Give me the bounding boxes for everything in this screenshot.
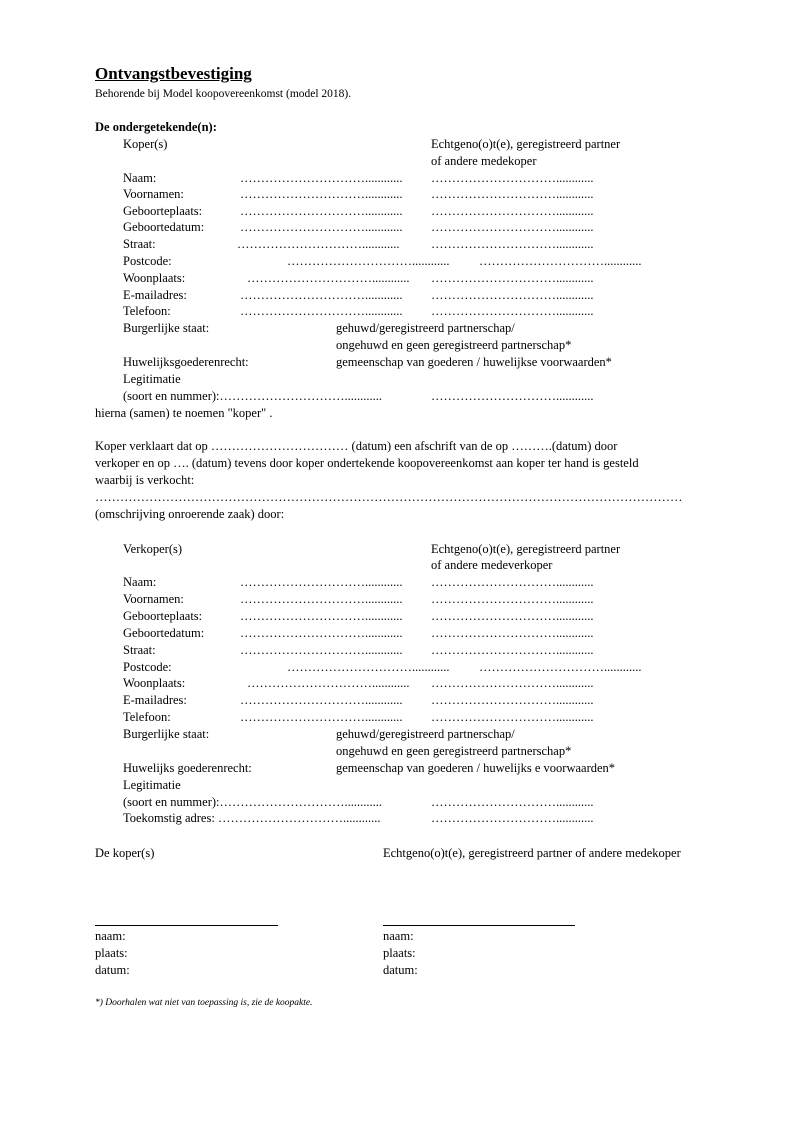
- page-title: Ontvangstbevestiging: [95, 64, 252, 83]
- buyer-closing-line: hierna (samen) te noemen "koper" .: [95, 406, 273, 420]
- seller-blank-geboorteplaats-2[interactable]: …………………………............: [431, 609, 594, 623]
- buyer-blank-telefoon-2[interactable]: …………………………............: [431, 304, 594, 318]
- seller-label-toekomstig-adres: Toekomstig adres: …………………………............: [123, 811, 381, 825]
- signature-left-header: De koper(s): [95, 846, 155, 860]
- undersigned-heading: De ondergetekende(n):: [95, 120, 217, 134]
- buyer-blank-naam-1[interactable]: …………………………............: [240, 171, 403, 185]
- statement-line1: Koper verklaart dat op …………………………… (datum) een afschrift van de op ……….(datum) door: [95, 439, 618, 453]
- buyer-col2-header-line2: of andere medekoper: [431, 154, 537, 168]
- buyer-label-legitimatie: Legitimatie: [123, 372, 181, 386]
- seller-blank-woonplaats-2[interactable]: …………………………............: [431, 676, 594, 690]
- seller-label-woonplaats: Woonplaats:: [123, 676, 186, 690]
- buyer-col1-header: Koper(s): [123, 137, 168, 151]
- buyer-blank-geboorteplaats-1[interactable]: …………………………............: [240, 204, 403, 218]
- signature-right-datum: datum:: [383, 963, 418, 977]
- page-subtitle: Behorende bij Model koopovereenkomst (model 2018).: [95, 88, 352, 100]
- buyer-blank-voornamen-2[interactable]: …………………………............: [431, 187, 594, 201]
- buyer-blank-geboorteplaats-2[interactable]: …………………………............: [431, 204, 594, 218]
- seller-blank-telefoon-2[interactable]: …………………………............: [431, 710, 594, 724]
- buyer-blank-email-2[interactable]: …………………………............: [431, 288, 594, 302]
- statement-dotted-line[interactable]: ……………………………………………………………………………………………………………………………: [95, 490, 683, 504]
- buyer-label-goederenrecht: Huwelijksgoederenrecht:: [123, 355, 249, 369]
- seller-blank-email-1[interactable]: …………………………............: [240, 693, 403, 707]
- buyer-burgerlijke-staat-opt2: ongehuwd en geen geregistreerd partnerschap*: [336, 338, 572, 352]
- signature-right-plaats: plaats:: [383, 946, 416, 960]
- signature-line-right[interactable]: [383, 925, 575, 926]
- seller-label-naam: Naam:: [123, 575, 157, 589]
- seller-goederenrecht-value: gemeenschap van goederen / huwelijks e voorwaarden*: [336, 761, 616, 775]
- signature-line-left[interactable]: [95, 925, 278, 926]
- signature-left-datum: datum:: [95, 963, 130, 977]
- signature-left-plaats: plaats:: [95, 946, 128, 960]
- footnote: *) Doorhalen wat niet van toepassing is, zie de koopakte.: [95, 998, 313, 1008]
- seller-label-geboortedatum: Geboortedatum:: [123, 626, 205, 640]
- seller-blank-voornamen-2[interactable]: …………………………............: [431, 592, 594, 606]
- seller-label-legitimatie: Legitimatie: [123, 778, 181, 792]
- signature-left-naam: naam:: [95, 929, 126, 943]
- signature-right-header: Echtgeno(o)t(e), geregistreerd partner of andere medekoper: [383, 846, 681, 860]
- seller-label-telefoon: Telefoon:: [123, 710, 171, 724]
- seller-blank-geboortedatum-1[interactable]: …………………………............: [240, 626, 403, 640]
- statement-line3: waarbij is verkocht:: [95, 473, 195, 487]
- seller-blank-geboortedatum-2[interactable]: …………………………............: [431, 626, 594, 640]
- buyer-blank-straat-2[interactable]: …………………………............: [431, 237, 594, 251]
- seller-label-voornamen: Voornamen:: [123, 592, 184, 606]
- seller-blank-straat-2[interactable]: …………………………............: [431, 643, 594, 657]
- seller-blank-postcode-2[interactable]: …………………………............: [479, 660, 642, 674]
- buyer-label-geboorteplaats: Geboorteplaats:: [123, 204, 203, 218]
- buyer-blank-telefoon-1[interactable]: …………………………............: [240, 304, 403, 318]
- seller-blank-soort-2[interactable]: …………………………............: [431, 795, 594, 809]
- buyer-label-woonplaats: Woonplaats:: [123, 271, 186, 285]
- buyer-blank-email-1[interactable]: …………………………............: [240, 288, 403, 302]
- seller-blank-toekomstig-2[interactable]: …………………………............: [431, 811, 594, 825]
- seller-blank-woonplaats-1[interactable]: …………………………............: [247, 676, 410, 690]
- statement-line4: (omschrijving onroerende zaak) door:: [95, 507, 285, 521]
- buyer-blank-naam-2[interactable]: …………………………............: [431, 171, 594, 185]
- seller-col2-header-line2: of andere medeverkoper: [431, 558, 553, 572]
- seller-blank-email-2[interactable]: …………………………............: [431, 693, 594, 707]
- buyer-label-postcode: Postcode:: [123, 254, 172, 268]
- seller-label-email: E-mailadres:: [123, 693, 187, 707]
- buyer-col2-header: Echtgeno(o)t(e), geregistreerd partner: [431, 137, 621, 151]
- buyer-blank-voornamen-1[interactable]: …………………………............: [240, 187, 403, 201]
- seller-label-burgerlijke-staat: Burgerlijke staat:: [123, 727, 210, 741]
- seller-label-straat: Straat:: [123, 643, 156, 657]
- seller-blank-naam-2[interactable]: …………………………............: [431, 575, 594, 589]
- seller-label-geboorteplaats: Geboorteplaats:: [123, 609, 203, 623]
- buyer-blank-postcode-1[interactable]: …………………………............: [287, 254, 450, 268]
- seller-blank-straat-1[interactable]: …………………………............: [240, 643, 403, 657]
- buyer-label-voornamen: Voornamen:: [123, 187, 184, 201]
- buyer-label-geboortedatum: Geboortedatum:: [123, 220, 205, 234]
- buyer-label-soort: (soort en nummer):…………………………............: [123, 389, 383, 403]
- seller-col1-header: Verkoper(s): [123, 542, 183, 556]
- buyer-burgerlijke-staat-opt1: gehuwd/geregistreerd partnerschap/: [336, 321, 515, 335]
- seller-burgerlijke-staat-opt2: ongehuwd en geen geregistreerd partnerschap*: [336, 744, 572, 758]
- buyer-label-straat: Straat:: [123, 237, 156, 251]
- buyer-blank-geboortedatum-2[interactable]: …………………………............: [431, 220, 594, 234]
- buyer-blank-postcode-2[interactable]: …………………………............: [479, 254, 642, 268]
- seller-blank-voornamen-1[interactable]: …………………………............: [240, 592, 403, 606]
- seller-label-postcode: Postcode:: [123, 660, 172, 674]
- seller-blank-postcode-1[interactable]: …………………………............: [287, 660, 450, 674]
- statement-line2: verkoper en op …. (datum) tevens door koper ondertekende koopovereenkomst aan koper ter hand is gesteld: [95, 456, 639, 470]
- buyer-label-telefoon: Telefoon:: [123, 304, 171, 318]
- seller-blank-geboorteplaats-1[interactable]: …………………………............: [240, 609, 403, 623]
- seller-col2-header: Echtgeno(o)t(e), geregistreerd partner: [431, 542, 621, 556]
- buyer-blank-soort-2[interactable]: …………………………............: [431, 389, 594, 403]
- seller-blank-naam-1[interactable]: …………………………............: [240, 575, 403, 589]
- signature-right-naam: naam:: [383, 929, 414, 943]
- seller-label-soort: (soort en nummer):…………………………............: [123, 795, 383, 809]
- buyer-blank-woonplaats-1[interactable]: …………………………............: [247, 271, 410, 285]
- seller-blank-telefoon-1[interactable]: …………………………............: [240, 710, 403, 724]
- buyer-blank-woonplaats-2[interactable]: …………………………............: [431, 271, 594, 285]
- seller-burgerlijke-staat-opt1: gehuwd/geregistreerd partnerschap/: [336, 727, 515, 741]
- buyer-label-burgerlijke-staat: Burgerlijke staat:: [123, 321, 210, 335]
- buyer-goederenrecht-value: gemeenschap van goederen / huwelijkse voorwaarden*: [336, 355, 612, 369]
- buyer-label-naam: Naam:: [123, 171, 157, 185]
- buyer-label-email: E-mailadres:: [123, 288, 187, 302]
- buyer-blank-geboortedatum-1[interactable]: …………………………............: [240, 220, 403, 234]
- buyer-blank-straat-1[interactable]: …………………………............: [237, 237, 400, 251]
- seller-label-goederenrecht: Huwelijks goederenrecht:: [123, 761, 252, 775]
